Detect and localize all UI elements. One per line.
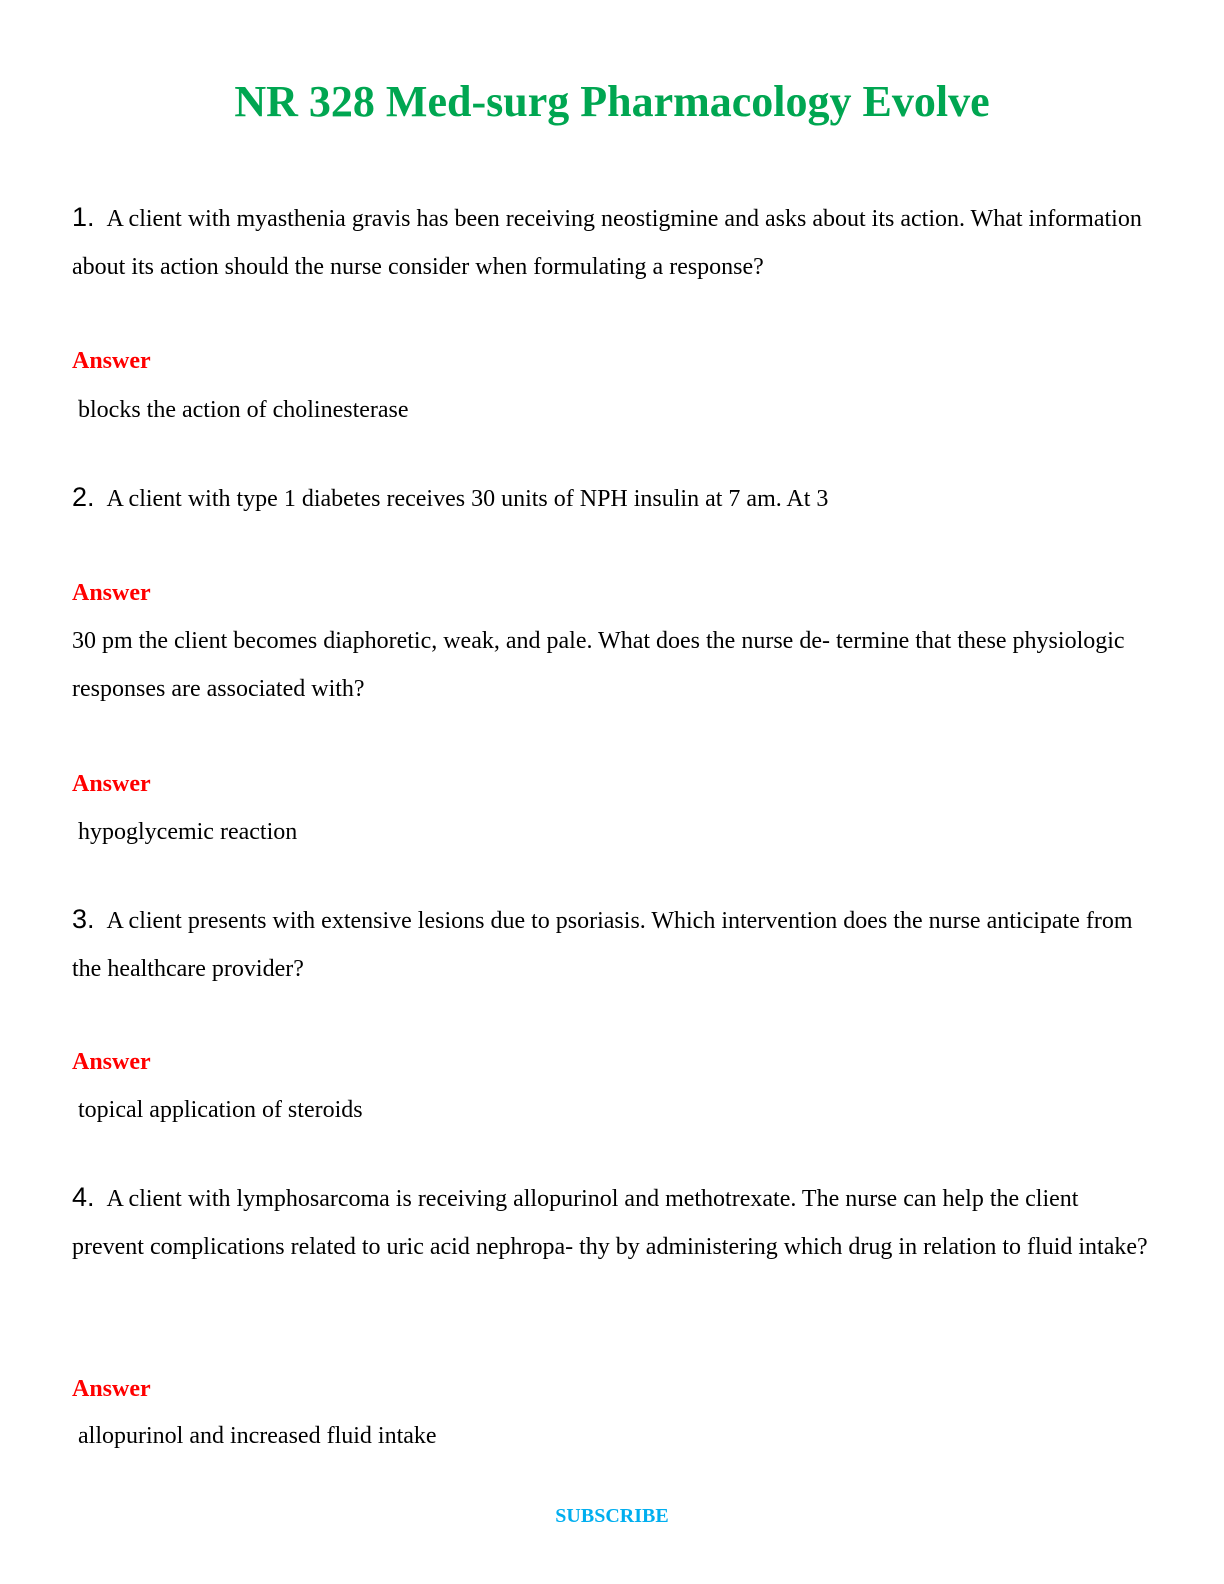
question-number: 3. [72,904,95,934]
answer-label: Answer [72,1049,151,1075]
question-number: 4. [72,1182,95,1212]
answer-label: Answer [72,348,151,374]
answer-text: hypoglycemic reaction [72,819,298,845]
answer-label: Answer [72,1376,151,1402]
question-1 [72,193,1152,291]
question-text: A client with type 1 diabetes receives 30 units of NPH insulin at 7 am. At 3 [106,486,829,512]
answer-text: blocks the action of cholinesterase [72,397,409,423]
subscribe-link[interactable]: SUBSCRIBE [555,1505,669,1527]
question-4 [72,1173,1152,1271]
question-number: 2. [72,482,95,512]
question-text: A client with lymphosarcoma is receiving allopurinol and methotrexate. The nurse can help the client prevent complications related to uric acid nephropa- thy by administering which drug in relation to fluid intake? [72,1186,1148,1260]
document-title: NR 328 Med-surg Pharmacology Evolve [234,77,990,126]
answer-text: allopurinol and increased fluid intake [72,1423,437,1449]
question-2 [72,473,1152,523]
answer-text: topical application of steroids [72,1097,363,1123]
answer-label: Answer [72,580,151,606]
answer-text: 30 pm the client becomes diaphoretic, weak, and pale. What does the nurse de- termine that these physiologic responses are associated with? [72,628,1131,702]
question-text: A client with myasthenia gravis has been receiving neostigmine and asks about its action. What information about its action should the nurse consider when formulating a response? [72,206,1142,280]
question-text: A client presents with extensive lesions due to psoriasis. Which intervention does the nurse anticipate from the healthcare provider? [72,908,1133,982]
answer-label: Answer [72,771,151,797]
question-3 [72,895,1152,993]
question-number: 1. [72,202,95,232]
